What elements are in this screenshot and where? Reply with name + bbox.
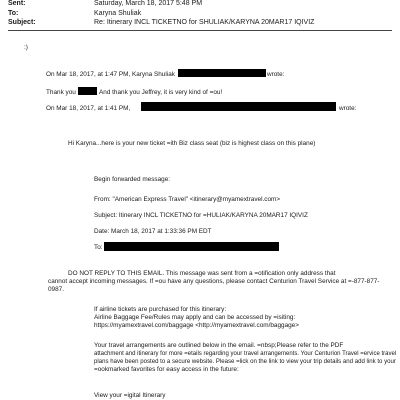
fwd-date: Date: March 18, 2017 at 1:33:36 PM EDT <box>94 228 212 235</box>
noreply-line-2: cannot accept incoming messages. If =ou have any questions, please contact Centurion Travel Service at =-877-877- <box>48 278 380 285</box>
to-value: Karyna Shuliak <box>94 10 142 17</box>
fwd-subject: Subject: Itinerary INCL TICKETNO for =HULIAK/KARYNA 20MAR17 IQIVIZ <box>94 212 308 219</box>
fwd-begin: Begin forwarded message: <box>94 176 171 183</box>
redaction-bar <box>178 69 266 77</box>
quote1-intro: On Mar 18, 2017, at 1:47 PM, Karyna Shuliak <box>46 71 175 78</box>
sent-value: Saturday, March 18, 2017 5:48 PM <box>94 0 203 7</box>
baggage-link[interactable]: https://myamextravel.com/baggage <http://myamextravel.com/baggage> <box>94 322 299 329</box>
quote2-wrote: wrote: <box>339 105 357 112</box>
baggage-line-2: Airline Baggage Fee/Rules may apply and can be accessed by =isiting: <box>94 314 296 321</box>
noreply-line-1: DO NOT REPLY TO THIS EMAIL. This message was sent from a =otification only address that <box>68 270 336 277</box>
redaction-bar <box>141 102 336 111</box>
smiley-text: :) <box>24 44 28 51</box>
itinerary-line-2: attachment and itinerary for more =etails regarding your travel arrangements. Your Centurion Travel =ervice travel <box>94 350 397 357</box>
hi-karyna-line: Hi Karyna...here is your new ticket =ith Biz class seat (biz is highest class on this plane) <box>68 140 316 147</box>
itinerary-line-4: =ookmarked favorites for easy access in the future: <box>94 366 239 373</box>
fwd-from: From: "American Express Travel" <itinerary@myamextravel.com> <box>94 196 281 203</box>
redaction-bar <box>104 242 279 251</box>
quote2-intro: On Mar 18, 2017, at 1:41 PM, <box>46 105 131 112</box>
fwd-to: To: <box>94 244 103 251</box>
noreply-line-3: 0987. <box>48 286 64 293</box>
quote1-wrote: wrote: <box>267 71 285 78</box>
itinerary-line-1: Your travel arrangements are outlined below in the email. =nbsp;Please refer to the PDF <box>94 342 344 349</box>
to-label: To: <box>8 10 19 17</box>
header-divider <box>8 30 392 31</box>
baggage-line-1: If airline tickets are purchased for this itinerary: <box>94 306 227 313</box>
view-digital-itinerary-link[interactable]: View your =igital Itinerary <box>94 392 166 399</box>
redaction-bar <box>78 87 97 95</box>
thanks-prefix: Thank you <box>46 89 76 96</box>
subject-label: Subject: <box>8 19 36 26</box>
subject-value: Re: Itinerary INCL TICKETNO for SHULIAK/KARYNA 20MAR17 IQIVIZ <box>94 19 315 26</box>
thanks-message: And thank you Jeffrey, it is very kind of =ou! <box>99 89 223 96</box>
sent-label: Sent: <box>8 0 26 7</box>
itinerary-line-3: plans have been posted to a secure website. Please =lick on the link to view your trip details and add link to your <box>94 358 396 365</box>
